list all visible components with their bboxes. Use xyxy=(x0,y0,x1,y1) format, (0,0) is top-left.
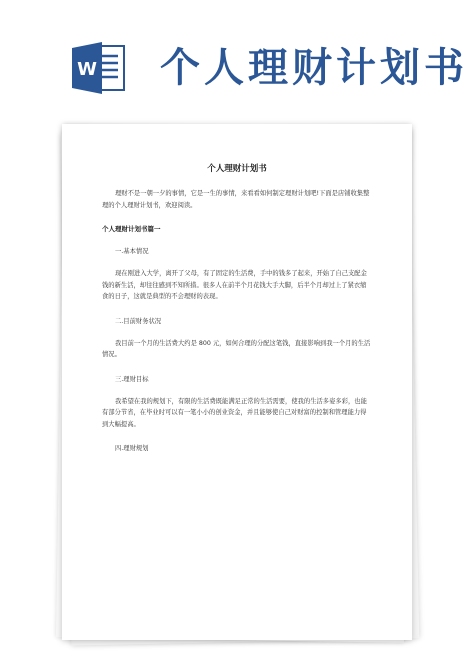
document-page xyxy=(62,124,412,640)
section-body-basic: 现在刚进入大学，离开了父母，有了固定的生活费，手中的钱多了起来，开始了自己支配金钱的新生活，却往往感到不知所措。很多人在前半个月花钱大手大脚，后半个月却过上了紧衣缩食的日子，这就是典型的不会理财的表现。 xyxy=(102,270,367,300)
word-icon xyxy=(70,40,128,96)
document-stack xyxy=(62,124,412,644)
section-title: 个人理财计划书篇一 xyxy=(102,225,161,233)
banner-title: 个人理财计划书 xyxy=(160,45,468,91)
section-heading-goal: 三.理财目标 xyxy=(115,375,149,383)
banner-header xyxy=(0,0,474,110)
section-heading-basic: 一.基本情况 xyxy=(115,248,149,255)
section-body-goal: 我希望在我的规划下，有限的生活费既能满足正常的生活需要，使我的生活多姿多彩，也能有部分节省，在毕业时可以有一笔小小的创业资金，并且能够使自己对财富的控制和管理能力得到大幅提高。 xyxy=(102,397,367,428)
document-title: 个人理财计划书 xyxy=(207,164,267,174)
section-heading-finance: 二.目前财务状况 xyxy=(115,317,162,325)
svg-text:W: W xyxy=(77,59,97,80)
section-body-finance: 我目前一个月的生活费大约是 800 元，如何合理的分配这笔钱，直接影响到我一个月的生活情况。 xyxy=(102,339,371,358)
section-heading-plan: 四.理财规划 xyxy=(115,445,149,452)
intro-paragraph: 理财不是一朝一夕的事情，它是一生的事情，来看看如何制定理财计划吧!下面是店铺收集整理的个人理财计划书，欢迎阅读。 xyxy=(102,190,370,209)
